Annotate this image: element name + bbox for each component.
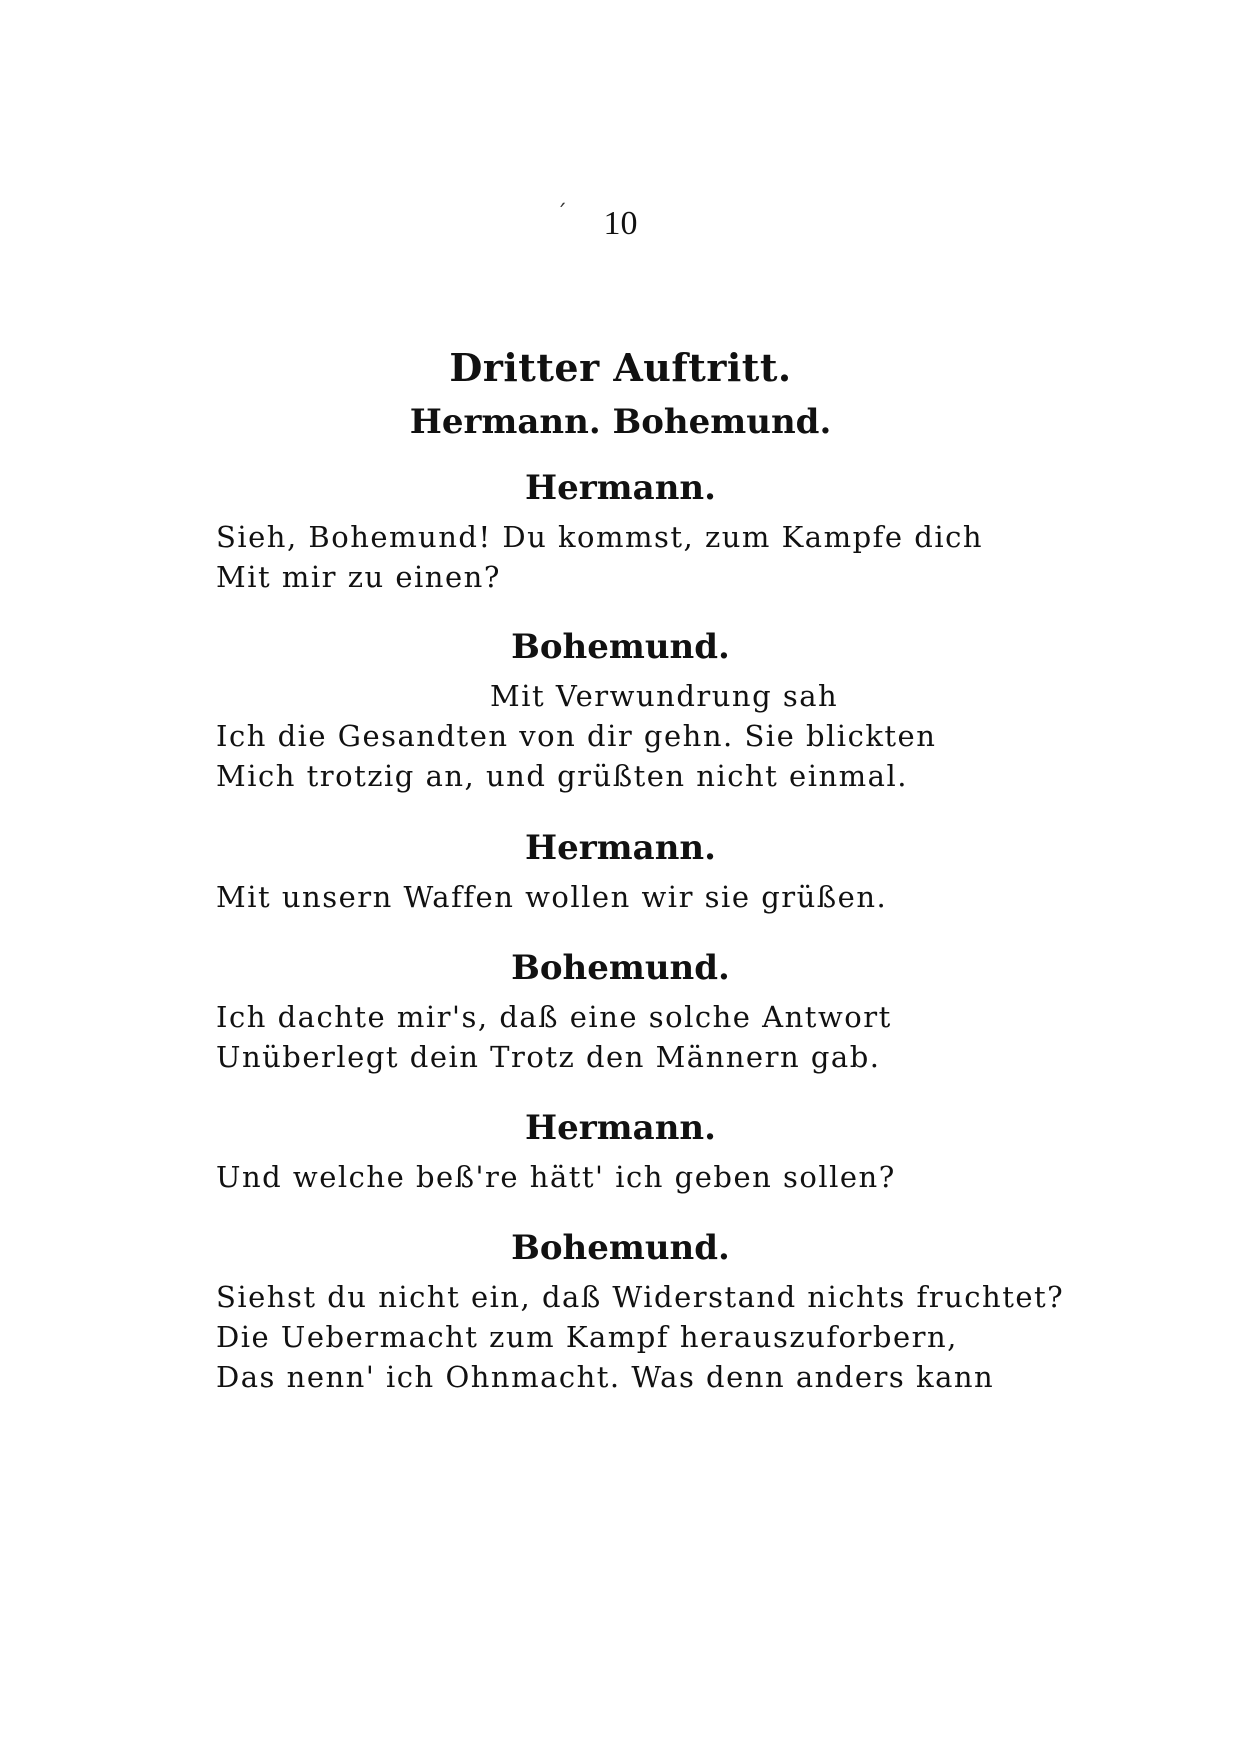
- speaker-heading: Hermann.: [525, 1108, 716, 1148]
- verse-line: Die Uebermacht zum Kampf herauszuforbern,: [216, 1320, 958, 1354]
- verse-line: Unüberlegt dein Trotz den Männern gab.: [216, 1040, 881, 1074]
- verse-line: Mit Verwundrung sah: [490, 679, 839, 713]
- verse-line: Mich trotzig an, und grüßten nicht einmal.: [216, 759, 908, 793]
- scene-title: Dritter Auftritt.: [449, 345, 792, 390]
- verse-line: Sieh, Bohemund! Du kommst, zum Kampfe dich: [216, 520, 984, 554]
- verse-line: Mit mir zu einen?: [216, 560, 501, 594]
- speaker-heading: Bohemund.: [511, 1228, 730, 1268]
- speaker-heading: Hermann.: [525, 828, 716, 868]
- speaker-heading: Bohemund.: [511, 627, 730, 667]
- verse-line: Siehst du nicht ein, daß Widerstand nichts fruchtet?: [216, 1280, 1065, 1314]
- scene-persons: Hermann. Bohemund.: [409, 402, 832, 442]
- verse-line: Mit unsern Waffen wollen wir sie grüßen.: [216, 880, 888, 914]
- verse-line: Das nenn' ich Ohnmacht. Was denn anders kann: [216, 1360, 995, 1394]
- verse-line: Und welche beß're hätt' ich geben sollen?: [216, 1160, 896, 1194]
- speaker-heading: Bohemund.: [511, 948, 730, 988]
- speaker-heading: Hermann.: [525, 468, 716, 508]
- verse-line: Ich die Gesandten von dir gehn. Sie blickten: [216, 719, 937, 753]
- verse-line: Ich dachte mir's, daß eine solche Antwort: [216, 1000, 892, 1034]
- page-mark: ´: [556, 202, 567, 227]
- page-number: 10: [603, 205, 638, 242]
